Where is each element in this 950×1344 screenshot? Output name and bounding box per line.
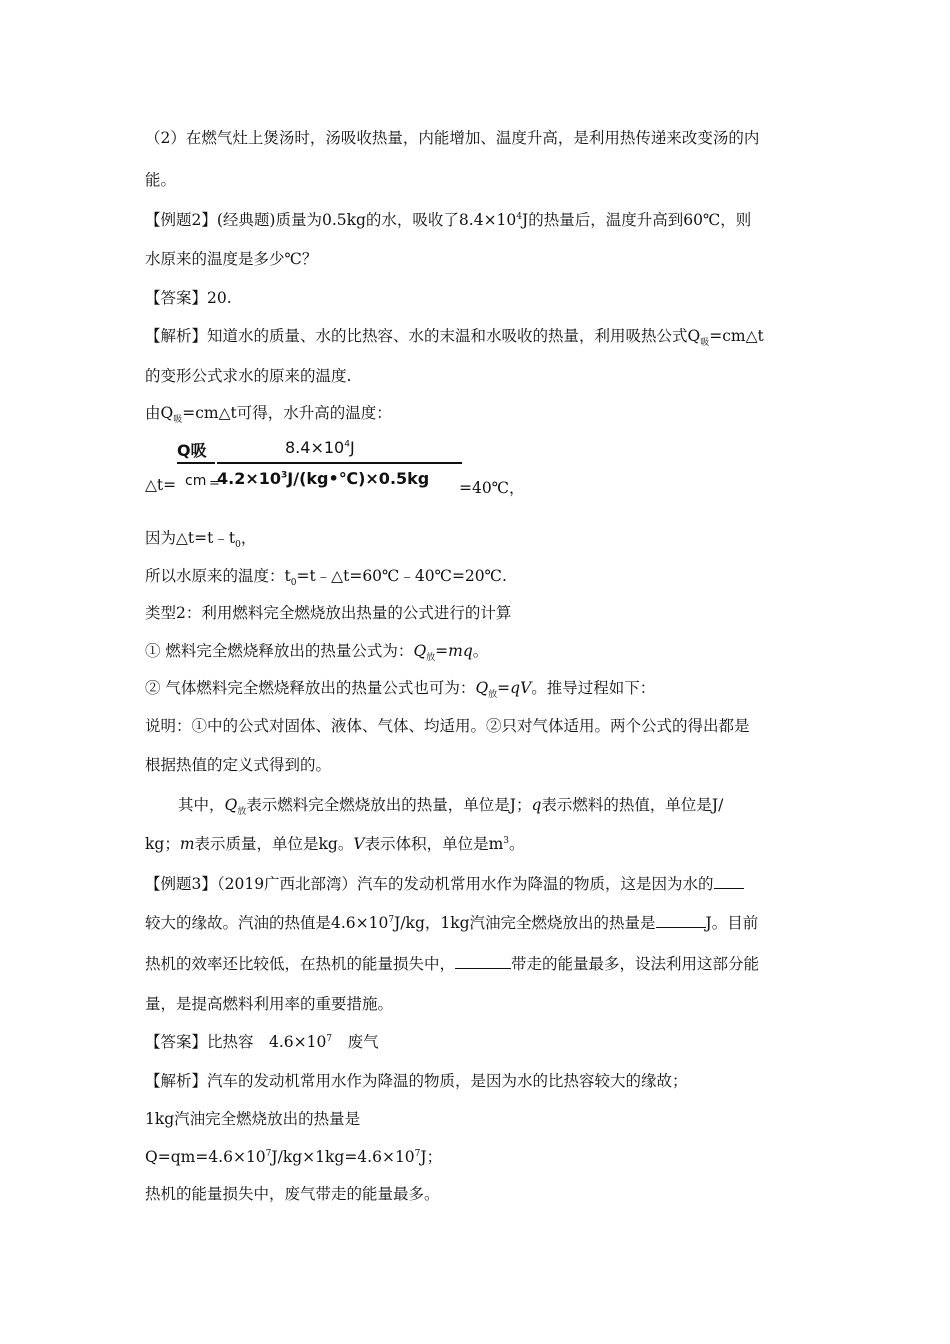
paragraph-soup-heating: （2）在燃气灶上煲汤时，汤吸收热量，内能增加、温度升高，是利用热传递来改变汤的内	[145, 129, 760, 147]
paragraph-soup-heating-cont: 能。	[145, 171, 177, 189]
temperature-change-formula	[145, 438, 525, 498]
example-3-conclusion: 热机的能量损失中，废气带走的能量最多。	[145, 1185, 440, 1203]
formula-result: =40℃，	[459, 479, 525, 497]
formula-fraction-bar	[217, 462, 462, 464]
formula-equals: =	[209, 476, 220, 491]
formula-explanation-cont: 根据热值的定义式得到的。	[145, 756, 332, 774]
gas-fuel-heat-formula: ② 气体燃料完全燃烧释放出的热量公式也可为：$Q_放=qV$。推导过程如下：	[145, 679, 656, 701]
formula-explanation: 说明：①中的公式对固体、液体、气体、均适用。②只对气体适用。两个公式的得出都是	[145, 717, 750, 735]
example-3-calculation: $Q=qm=4.6\times 10^7J/kg\times 1kg=4.6\times 10^7J$；	[145, 1148, 443, 1166]
example-2-question-cont: 水原来的温度是多少℃？	[145, 250, 318, 268]
formula-fraction-bar-small	[177, 462, 215, 464]
symbol-definitions-cont: kg；m表示质量，单位是kg。V表示体积，单位是$m^3$。	[145, 835, 525, 853]
example-2-analysis: 【解析】知道水的质量、水的比热容、水的末温和水吸收的热量，利用吸热公式$Q_吸=cm\triangle t$	[145, 327, 764, 349]
type-2-heading: 类型2：利用燃料完全燃烧放出热量的公式进行的计算	[145, 604, 512, 622]
formula-denominator: $4.2\times 10^3J/(kg•℃)\times 0.5kg$	[217, 469, 430, 488]
example-3-question-cont: 较大的缘故。汽油的热值是$4.6\times 10^7J/kg$，1kg汽油完全燃烧放出的热量是 J。目前	[145, 914, 759, 932]
answer-blank-2	[656, 913, 706, 928]
fuel-heat-formula: ① 燃料完全燃烧释放出的热量公式为：$Q_放=mq$。	[145, 642, 489, 664]
formula-delta-t: △t=	[145, 476, 177, 494]
example-2-question: 【例题2】(经典题)质量为0.5kg的水，吸收了$8.4\times 10^4J$的热量后，温度升高到60℃，则	[145, 211, 752, 229]
example-3-question: 【例题3】（2019广西北部湾）汽车的发动机常用水作为降温的物质，这是因为水的	[145, 874, 744, 894]
symbol-definitions: 其中，$Q_放$表示燃料完全燃烧放出的热量，单位是J；q表示燃料的热值，单位是J/	[178, 796, 724, 818]
delta-t-definition: 因为$\triangle t=t﹣t_0$，	[145, 529, 257, 551]
example-2-analysis-cont: 的变形公式求水的原来的温度.	[145, 367, 352, 385]
example-3-analysis-cont: 1kg汽油完全燃烧放出的热量是	[145, 1110, 361, 1128]
example-2-derivation: 由$Q_吸=cm\triangle t$可得，水升高的温度：	[145, 404, 392, 426]
original-temperature-result: 所以水原来的温度：$t_0=t﹣\triangle t=60℃﹣40℃=20℃$.	[145, 567, 507, 589]
example-3-answer: 【答案】比热容 $4.6\times 10^7$ 废气	[145, 1033, 379, 1051]
example-3-question-cont-2: 热机的效率还比较低，在热机的能量损失中， 带走的能量最多，设法利用这部分能	[145, 955, 760, 973]
formula-cm: cm	[185, 473, 207, 489]
example-3-analysis: 【解析】汽车的发动机常用水作为降温的物质，是因为水的比热容较大的缘故；	[145, 1072, 688, 1090]
example-3-question-cont-3: 量，是提高燃料利用率的重要措施。	[145, 995, 394, 1013]
answer-blank-1	[714, 874, 744, 889]
example-2-answer: 【答案】20.	[145, 289, 232, 307]
formula-q-absorbed: Q吸	[177, 441, 207, 460]
answer-blank-3	[455, 954, 511, 969]
formula-numerator: $8.4\times 10^4J$	[285, 438, 355, 457]
